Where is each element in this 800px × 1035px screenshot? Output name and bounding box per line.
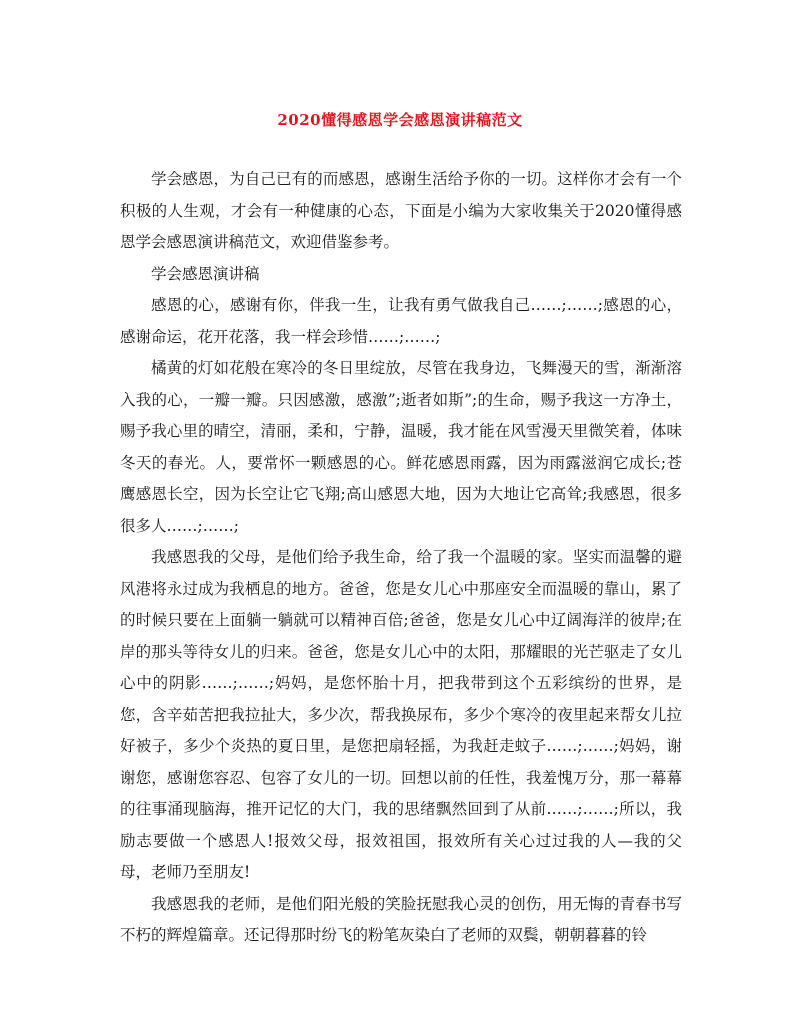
paragraph-intro: 学会感恩，为自己已有的而感恩，感谢生活给予你的一切。这样你才会有一个积极的人生观，才会有一种健康的心态，下面是小编为大家收集关于2020懂得感恩学会感恩演讲稿范文，欢迎借鉴参考。 <box>120 170 682 251</box>
paragraph-1: 感恩的心，感谢有你，伴我一生，让我有勇气做我自己……;……;感恩的心，感谢命运，花开花落，我一样会珍惜……;……; <box>120 296 682 346</box>
document-body <box>120 164 682 952</box>
paragraph-3: 我感恩我的父母，是他们给予我生命，给了我一个温暖的家。坚实而温馨的避风港将永过成为我栖息的地方。爸爸，您是女儿心中那座安全而温暖的靠山，累了的时候只要在上面躺一躺就可以精神百倍;爸爸，您是女儿心中辽阔海洋的彼岸;在岸的那头等待女儿的归来。爸爸，您是女儿心中的太阳，那耀眼的光芒驱走了女儿心中的阴影……;……;妈妈，是您怀胎十月，把我带到这个五彩缤纷的世界，是您，含辛茹苦把我拉扯大，多少次，帮我换尿布，多少个寒冷的夜里起来帮女儿拉好被子，多少个炎热的夏日里，是您把扇轻摇，为我赶走蚊子……;……;妈妈，谢谢您，感谢您容忍、包容了女儿的一切。回想以前的任性，我羞愧万分，那一幕幕的往事涌现脑海，推开记忆的大门，我的思绪飘然回到了从前……;……;所以，我励志要做一个感恩人!报效父母，报效祖国，报效所有关心过过我的人—我的父母，老师乃至朋友! <box>120 548 682 881</box>
paragraph-4: 我感恩我的老师，是他们阳光般的笑脸抚慰我心灵的创伤，用无悔的青春书写不朽的辉煌篇章。还记得那时纷飞的粉笔灰染白了老师的双鬓，朝朝暮暮的铃 <box>120 894 682 944</box>
paragraph-2: 橘黄的灯如花般在寒冷的冬日里绽放，尽管在我身边，飞舞漫天的雪，渐渐溶入我的心，一瓣一瓣。只因感激，感激”;逝者如斯”;的生命，赐予我这一方净土，赐予我心里的晴空，清丽，柔和，宁静，温暖，我才能在风雪漫天里微笑着，体味冬天的春光。人，要常怀一颗感恩的心。鲜花感恩雨露，因为雨露滋润它成长;苍鹰感恩长空，因为长空让它飞翔;高山感恩大地，因为大地让它高耸;我感恩，很多很多人……;……; <box>120 359 682 535</box>
paragraph-heading: 学会感恩演讲稿 <box>151 264 260 283</box>
document-title: 2020懂得感恩学会感恩演讲稿范文 <box>277 111 523 129</box>
